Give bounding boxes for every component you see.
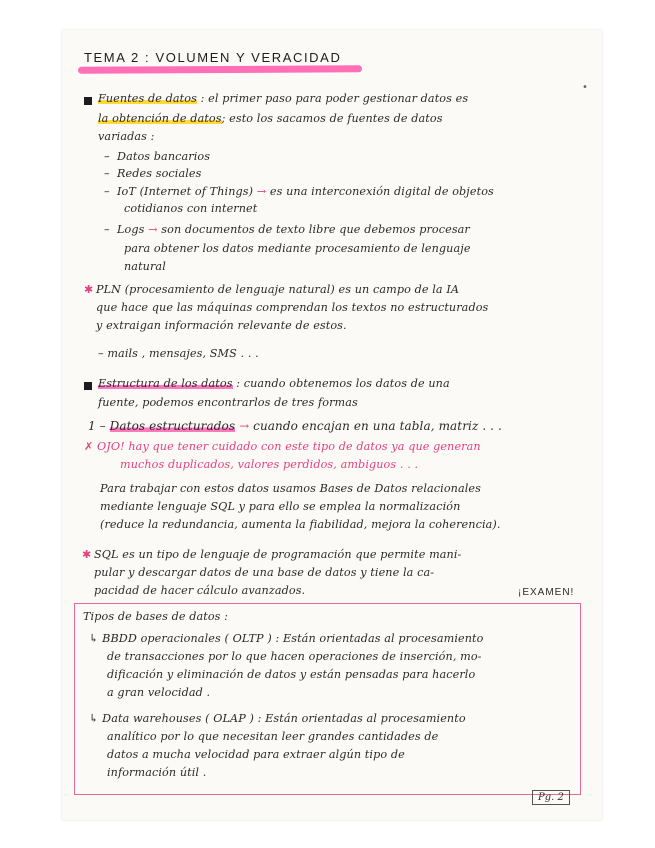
- square-bullet-icon: [84, 382, 92, 390]
- list-item: – IoT (Internet of Things) → es una interconexión digital de objetos: [104, 185, 494, 198]
- sql-line2: pular y descargar datos de una base de datos y tiene la ca-: [94, 566, 435, 579]
- page-number: Pg. 2: [532, 790, 570, 805]
- olap-line4: información útil .: [107, 766, 207, 779]
- oltp-line2: de transacciones por lo que hacen operaciones de inserción, mo-: [107, 650, 482, 663]
- s1-line1: [98, 92, 468, 105]
- oltp-line4: a gran velocidad .: [107, 686, 211, 699]
- oltp-text: BBDD operacionales ( OLTP ) : Están orientadas al procesamiento: [102, 632, 484, 645]
- examen-note: ¡EXAMEN!: [518, 587, 575, 598]
- olap-line3: datos a mucha velocidad para extraer algún tipo de: [107, 748, 405, 761]
- s1-line2-rest: ; esto los sacamos de fuentes de datos: [221, 112, 443, 125]
- list-item: – Datos bancarios: [104, 150, 211, 163]
- iot-continuation: cotidianos con internet: [124, 202, 258, 215]
- db-types-box: [74, 603, 581, 795]
- list-item-text: Logs: [117, 223, 145, 236]
- s2-line2: fuente, podemos encontrarlos de tres formas: [98, 396, 358, 409]
- structured-item: [88, 419, 502, 433]
- relational-line3: (reduce la redundancia, aumenta la fiabilidad, mejora la coherencia).: [100, 518, 501, 531]
- arrow-icon: →: [239, 419, 250, 433]
- s1-line1-rest: : el primer paso para poder gestionar datos es: [200, 92, 469, 105]
- warning-x-icon: ✗: [84, 440, 94, 453]
- sql-line1: SQL es un tipo de lenguaje de programación que permite mani-: [94, 548, 462, 561]
- relational-line2: mediante lenguaje SQL y para ello se emplea la normalización: [100, 500, 461, 513]
- relational-line1: Para trabajar con estos datos usamos Bases de Datos relacionales: [100, 482, 481, 495]
- structured-highlight: Datos estructurados: [109, 419, 236, 433]
- s2-line1-rest: : cuando obtenemos los datos de una: [236, 377, 450, 390]
- s2-line1: [98, 377, 450, 390]
- s1-line3: variadas :: [98, 130, 155, 143]
- list-item-text: Datos bancarios: [117, 150, 211, 163]
- structured-description: cuando encajan en una tabla, matriz . . .: [253, 419, 502, 433]
- page-title: TEMA 2 : VOLUMEN Y VERACIDAD: [84, 50, 342, 65]
- logs-description: son documentos de texto libre que debemos procesar: [161, 223, 470, 236]
- logs-continuation-2: natural: [124, 260, 166, 273]
- logs-continuation: para obtener los datos mediante procesamiento de lenguaje: [124, 242, 471, 255]
- arrow-icon: →: [256, 185, 267, 198]
- mails-item: – mails , mensajes, SMS . . .: [98, 347, 259, 360]
- asterisk-icon: ✱: [84, 283, 94, 296]
- curved-arrow-icon: ↳: [89, 712, 99, 725]
- sql-line3: pacidad de hacer cálculo avanzados.: [94, 584, 306, 597]
- olap-line2: analítico por lo que necesitan leer grandes cantidades de: [107, 730, 439, 743]
- oltp-line1: [89, 632, 483, 645]
- s1-line2: [98, 112, 443, 125]
- ojo-line2: muchos duplicados, valores perdidos, ambiguos . . .: [120, 458, 419, 471]
- list-item: – Redes sociales: [104, 167, 202, 180]
- s2-heading: Estructura de los datos: [98, 377, 233, 390]
- list-item-text: IoT (Internet of Things): [117, 185, 254, 198]
- asterisk-icon: ✱: [82, 548, 92, 561]
- title-highlight: [78, 65, 362, 73]
- iot-description: es una interconexión digital de objetos: [269, 185, 494, 198]
- curved-arrow-icon: ↳: [89, 632, 99, 645]
- pln-line3: y extraigan información relevante de estos.: [96, 319, 347, 332]
- ojo-line1: [84, 440, 481, 453]
- ojo-text: OJO! hay que tener cuidado con este tipo de datos ya que generan: [96, 440, 481, 453]
- item-number: 1 –: [88, 419, 106, 433]
- olap-line1: [89, 712, 466, 725]
- oltp-line3: dificación y eliminación de datos y están pensadas para hacerlo: [107, 668, 476, 681]
- square-bullet-icon: [84, 97, 92, 105]
- arrow-icon: →: [148, 223, 158, 236]
- s1-line2-highlight: la obtención de datos: [98, 112, 222, 125]
- s1-heading: Fuentes de datos: [98, 92, 197, 105]
- list-item: – Logs → son documentos de texto libre que debemos procesar: [104, 223, 470, 236]
- box-title: Tipos de bases de datos :: [83, 610, 229, 623]
- notebook-page: [62, 30, 602, 820]
- olap-text: Data warehouses ( OLAP ) : Están orientadas al procesamiento: [102, 712, 466, 725]
- corner-mark: •: [582, 82, 588, 93]
- list-item-text: Redes sociales: [117, 167, 202, 180]
- pln-line2: que hace que las máquinas comprendan los textos no estructurados: [96, 301, 489, 314]
- pln-line1: PLN (procesamiento de lenguaje natural) es un campo de la IA: [96, 283, 460, 296]
